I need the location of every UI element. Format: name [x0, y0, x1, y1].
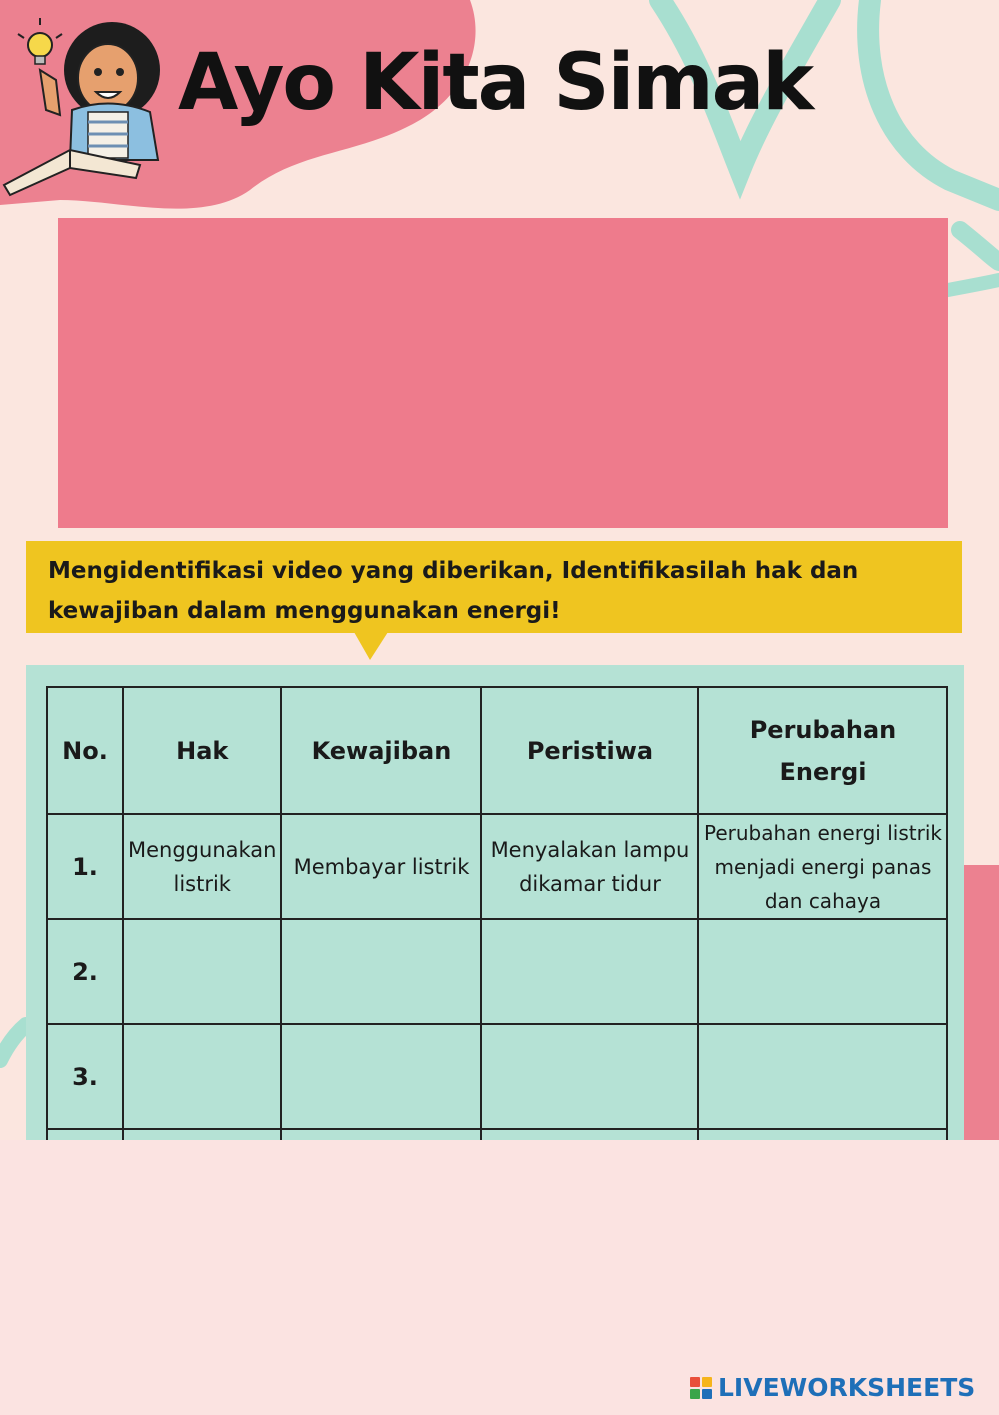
- identification-table: [46, 686, 948, 1140]
- cell-kewajiban[interactable]: [281, 1024, 481, 1129]
- table-row: [47, 919, 947, 1024]
- instruction-box: [26, 541, 962, 633]
- brand-name: LIVEWORKSHEETS: [718, 1373, 976, 1402]
- video-placeholder[interactable]: [58, 218, 948, 528]
- cell-hak[interactable]: [123, 919, 281, 1024]
- speech-tail: [354, 632, 388, 660]
- row-number: [47, 1129, 123, 1140]
- cell-peristiwa[interactable]: Menyalakan lampu dikamar tidur: [481, 814, 698, 919]
- cell-perubahan-energi[interactable]: [698, 1024, 947, 1129]
- cell-kewajiban[interactable]: Membayar listrik: [281, 814, 481, 919]
- cell-perubahan-energi[interactable]: Perubahan energi listrik menjadi energi panas dan cahaya: [698, 814, 947, 919]
- header-kewajiban: Kewajiban: [281, 687, 481, 814]
- table-panel: [26, 665, 964, 1140]
- cell-peristiwa[interactable]: [481, 1129, 698, 1140]
- cell-peristiwa[interactable]: [481, 1024, 698, 1129]
- cell-kewajiban[interactable]: [281, 1129, 481, 1140]
- cell-kewajiban[interactable]: [281, 919, 481, 1024]
- cell-perubahan-energi[interactable]: [698, 1129, 947, 1140]
- row-number: 1.: [47, 814, 123, 919]
- instruction-line-2: kewajiban dalam menggunakan energi!: [48, 598, 561, 624]
- cell-hak[interactable]: [123, 1129, 281, 1140]
- girl-reading-illustration: [0, 0, 170, 200]
- instruction-line-1: Mengidentifikasi video yang diberikan, Identifikasilah hak dan: [48, 558, 859, 584]
- header-no: No.: [47, 687, 123, 814]
- header-perubahan-energi: Perubahan Energi: [698, 687, 947, 814]
- table-row: [47, 814, 947, 919]
- cell-peristiwa[interactable]: [481, 919, 698, 1024]
- header-hak: Hak: [123, 687, 281, 814]
- cell-hak[interactable]: [123, 1024, 281, 1129]
- table-row: [47, 1024, 947, 1129]
- header-peristiwa: Peristiwa: [481, 687, 698, 814]
- logo-icon: [690, 1377, 712, 1399]
- page-title: Ayo Kita Simak: [178, 38, 813, 128]
- cell-perubahan-energi[interactable]: [698, 919, 947, 1024]
- table-header-row: [47, 687, 947, 814]
- table-row: [47, 1129, 947, 1140]
- liveworksheets-logo[interactable]: [690, 1373, 975, 1402]
- row-number: 3.: [47, 1024, 123, 1129]
- row-number: 2.: [47, 919, 123, 1024]
- cell-hak[interactable]: Menggunakan listrik: [123, 814, 281, 919]
